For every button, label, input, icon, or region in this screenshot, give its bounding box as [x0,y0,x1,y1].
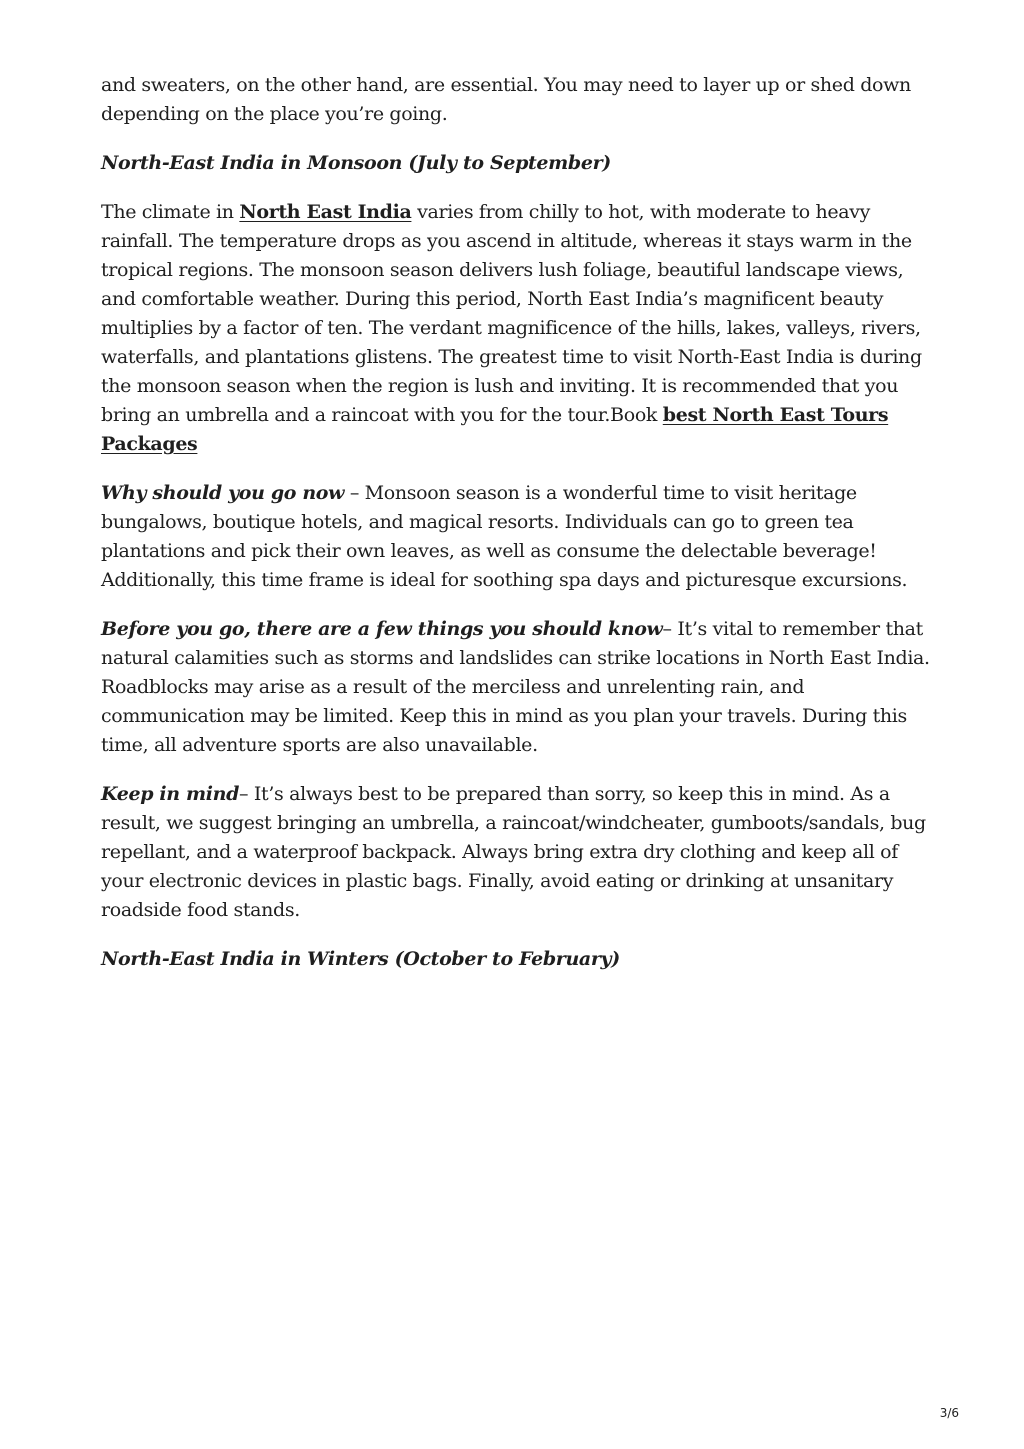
before-go-paragraph [101,615,933,760]
north-east-india-link[interactable]: North East India [239,201,412,223]
why-go-paragraph [101,479,933,595]
why-go-lead: Why should you go now [101,482,345,504]
keep-in-mind-paragraph [101,780,933,925]
climate-text-before-link: The climate in [101,201,240,223]
before-go-text: – It’s vital to remember that natural calamities such as storms and landslides can strike locations in North East India. Roadblocks may arise as a result of the merciless and unrelenting rain, and communication may be limited. Keep this in mind as you plan your travels. During this time, all adventure sports are also unavailable. [101,618,930,756]
climate-paragraph [101,198,933,459]
keep-in-mind-lead: Keep in mind [101,783,240,805]
why-go-text: – Monsoon season is a wonderful time to visit heritage bungalows, boutique hotels, and magical resorts. Individuals can go to green tea plantations and pick their own leaves, as well as consume the delectable beverage! Additionally, this time frame is ideal for soothing spa days and picturesque excursions. [101,482,908,591]
intro-continuation-paragraph: and sweaters, on the other hand, are essential. You may need to layer up or shed down depending on the place you’re going. [101,74,911,125]
page-number: 3/6 [939,1406,959,1420]
north-east-tours-packages-link[interactable]: best North East Tours Packages [101,404,889,455]
winter-section-heading: North-East India in Winters (October to February) [101,948,620,970]
climate-text-after-link: varies from chilly to hot, with moderate to heavy rainfall. The temperature drops as you ascend in altitude, whereas it stays warm in the tropical regions. The monsoon season delivers lush foliage, beautiful landscape views, and comfortable weather. During this period, North East India’s magnificent beauty multiplies by a factor of ten. The verdant magnificence of the hills, lakes, valleys, rivers, waterfalls, and plantations glistens. The greatest time to visit North-East India is during the monsoon season when the region is lush and inviting. It is recommended that you bring an umbrella and a raincoat with you for the tour.Book [101,201,922,426]
before-go-lead: Before you go, there are a few things you should know [101,618,663,640]
document-body [101,71,933,994]
monsoon-section-heading: North-East India in Monsoon (July to September) [101,152,611,174]
keep-in-mind-text: – It’s always best to be prepared than sorry, so keep this in mind. As a result, we suggest bringing an umbrella, a raincoat/windcheater, gumboots/sandals, bug repellant, and a waterproof backpack. Always bring extra dry clothing and keep all of your electronic devices in plastic bags. Finally, avoid eating or drinking at unsanitary roadside food stands. [101,783,926,921]
